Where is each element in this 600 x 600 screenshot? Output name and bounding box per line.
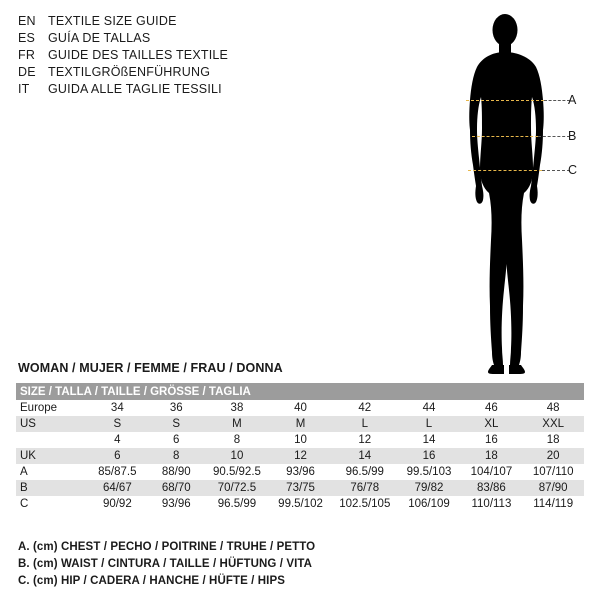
measure-line-waist	[472, 136, 538, 137]
table-row	[16, 496, 584, 512]
cell-usnum-6: 16	[461, 432, 523, 448]
cell-c-1: 93/96	[148, 496, 205, 512]
cell-europe-3: 40	[269, 400, 332, 416]
cell-b-1: 68/70	[148, 480, 205, 496]
language-code-en: EN	[18, 14, 36, 28]
cell-b-0: 64/67	[87, 480, 148, 496]
cell-b-7: 87/90	[522, 480, 584, 496]
language-row-fr	[18, 48, 348, 65]
language-code-es: ES	[18, 31, 36, 45]
silhouette-icon	[420, 8, 590, 378]
table-header-row	[16, 383, 584, 400]
language-text-it: GUIDA ALLE TAGLIE TESSILI	[48, 82, 222, 96]
measure-label-a: A	[568, 93, 577, 107]
cell-c-6: 110/113	[461, 496, 523, 512]
language-row-es	[18, 31, 348, 48]
cell-usnum-7: 18	[522, 432, 584, 448]
cell-uk-6: 18	[461, 448, 523, 464]
measure-label-b: B	[568, 129, 577, 143]
section-title-woman: WOMAN / MUJER / FEMME / FRAU / DONNA	[18, 361, 283, 375]
cell-europe-6: 46	[461, 400, 523, 416]
language-text-en: TEXTILE SIZE GUIDE	[48, 14, 177, 28]
cell-c-0: 90/92	[87, 496, 148, 512]
cell-us-6: XL	[461, 416, 523, 432]
measurement-legend	[18, 541, 578, 592]
table-row	[16, 432, 584, 448]
row-label-c: C	[16, 496, 87, 512]
legend-row-b: B. (cm) WAIST / CINTURA / TAILLE / HÜFTUNG / VITA	[18, 558, 313, 570]
lead-line-waist	[538, 136, 570, 137]
row-label-us-numeric	[16, 432, 87, 448]
cell-europe-0: 34	[87, 400, 148, 416]
cell-c-7: 114/119	[522, 496, 584, 512]
cell-europe-1: 36	[148, 400, 205, 416]
language-row-en	[18, 14, 348, 31]
cell-uk-3: 12	[269, 448, 332, 464]
cell-europe-7: 48	[522, 400, 584, 416]
language-list	[18, 14, 348, 99]
cell-a-4: 96.5/99	[332, 464, 397, 480]
size-table	[16, 383, 584, 512]
cell-usnum-4: 12	[332, 432, 397, 448]
cell-us-5: L	[397, 416, 460, 432]
cell-uk-1: 8	[148, 448, 205, 464]
row-label-uk: UK	[16, 448, 87, 464]
language-text-fr: GUIDE DES TAILLES TEXTILE	[48, 48, 229, 62]
cell-b-4: 76/78	[332, 480, 397, 496]
table-header-label: SIZE / TALLA / TAILLE / GRÖSSE / TAGLIA	[16, 383, 584, 400]
cell-usnum-2: 8	[205, 432, 269, 448]
measure-label-c: C	[568, 163, 578, 177]
language-code-it: IT	[18, 82, 30, 96]
row-label-b: B	[16, 480, 87, 496]
cell-a-5: 99.5/103	[397, 464, 460, 480]
row-label-a: A	[16, 464, 87, 480]
legend-row-a: A. (cm) CHEST / PECHO / POITRINE / TRUHE / PETTO	[18, 541, 316, 553]
cell-c-4: 102.5/105	[332, 496, 397, 512]
cell-b-2: 70/72.5	[205, 480, 269, 496]
cell-b-5: 79/82	[397, 480, 460, 496]
cell-us-7: XXL	[522, 416, 584, 432]
female-silhouette-figure	[420, 8, 590, 378]
cell-us-2: M	[205, 416, 269, 432]
row-label-europe: Europe	[16, 400, 87, 416]
row-label-us: US	[16, 416, 87, 432]
cell-c-3: 99.5/102	[269, 496, 332, 512]
cell-a-0: 85/87.5	[87, 464, 148, 480]
cell-b-6: 83/86	[461, 480, 523, 496]
cell-usnum-5: 14	[397, 432, 460, 448]
language-text-es: GUÍA DE TALLAS	[48, 31, 151, 45]
cell-b-3: 73/75	[269, 480, 332, 496]
language-row-it	[18, 82, 348, 99]
cell-a-7: 107/110	[522, 464, 584, 480]
measure-line-chest	[466, 100, 544, 101]
cell-europe-4: 42	[332, 400, 397, 416]
cell-c-5: 106/109	[397, 496, 460, 512]
language-text-de: TEXTILGRÖßENFÜHRUNG	[48, 65, 211, 79]
language-row-de	[18, 65, 348, 82]
cell-europe-5: 44	[397, 400, 460, 416]
table-row	[16, 464, 584, 480]
language-code-de: DE	[18, 65, 36, 79]
table-row	[16, 400, 584, 416]
cell-a-2: 90.5/92.5	[205, 464, 269, 480]
cell-c-2: 96.5/99	[205, 496, 269, 512]
lead-line-chest	[544, 100, 570, 101]
table-row	[16, 416, 584, 432]
measure-line-hip	[468, 170, 542, 171]
cell-uk-5: 16	[397, 448, 460, 464]
table-row	[16, 448, 584, 464]
lead-line-hip	[542, 170, 570, 171]
cell-usnum-0: 4	[87, 432, 148, 448]
cell-uk-7: 20	[522, 448, 584, 464]
cell-uk-2: 10	[205, 448, 269, 464]
cell-uk-0: 6	[87, 448, 148, 464]
cell-a-1: 88/90	[148, 464, 205, 480]
table-row	[16, 480, 584, 496]
cell-usnum-1: 6	[148, 432, 205, 448]
legend-row-c: C. (cm) HIP / CADERA / HANCHE / HÜFTE / HIPS	[18, 575, 286, 587]
cell-us-0: S	[87, 416, 148, 432]
cell-us-1: S	[148, 416, 205, 432]
cell-us-4: L	[332, 416, 397, 432]
cell-a-3: 93/96	[269, 464, 332, 480]
cell-usnum-3: 10	[269, 432, 332, 448]
cell-uk-4: 14	[332, 448, 397, 464]
language-code-fr: FR	[18, 48, 36, 62]
cell-us-3: M	[269, 416, 332, 432]
cell-a-6: 104/107	[461, 464, 523, 480]
cell-europe-2: 38	[205, 400, 269, 416]
